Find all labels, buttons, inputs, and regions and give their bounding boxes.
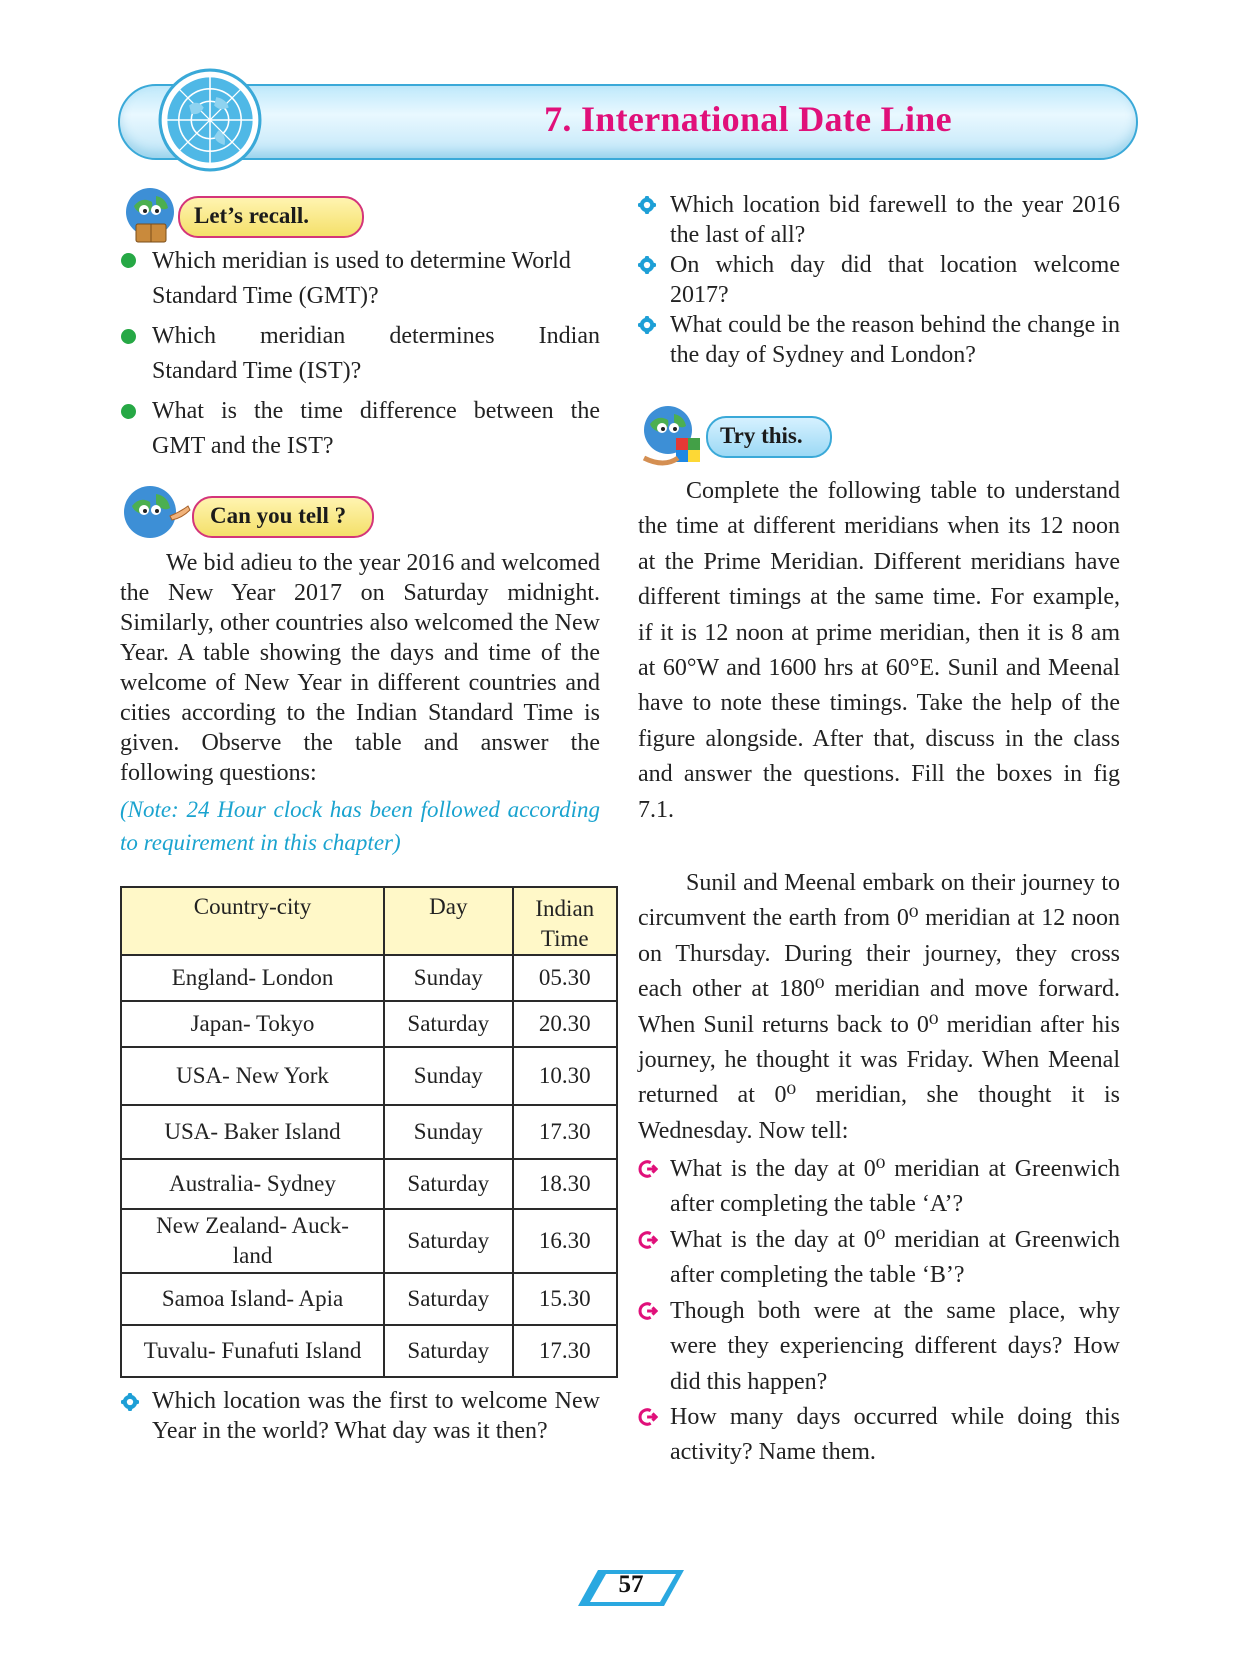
try-this-paragraph-1: Complete the following table to understand the time at different meridians when its 12 noon at the Prime Meridian. Different meridians have different timings at the same time. For example, if it is 12 noon at prime meridian, then it is 8 am at 60°W and 1600 hrs at 60°E. Sunil and Meenal have to note these timings. Take the help of the figure alongside. After that, discuss in the class and answer the questions. Fill the boxes in fig 7.1. <box>638 478 1120 823</box>
bullet-dot-icon <box>121 253 136 268</box>
table-cell: Saturday <box>384 1159 513 1209</box>
lets-recall-tag: Let’s recall. <box>178 196 364 238</box>
arrow-bullet-icon <box>638 1160 658 1178</box>
table-row <box>121 1105 617 1159</box>
try-this-tag: Try this. <box>706 416 832 458</box>
try-this-question-3: Though both were at the same place, why were they experiencing different days? How did this happen? <box>670 1298 1120 1395</box>
flower-bullet-icon <box>638 316 656 334</box>
table-row <box>121 1209 617 1273</box>
table-row <box>121 1159 617 1209</box>
table-cell: 17.30 <box>513 1325 617 1377</box>
table-cell: New Zealand- Auck-land <box>121 1209 384 1273</box>
table-cell: 16.30 <box>513 1209 617 1273</box>
column-header: Day <box>384 887 513 955</box>
arrow-bullet-icon <box>638 1408 658 1426</box>
table-cell: Sunday <box>384 1047 513 1105</box>
page-number: 57 <box>618 1571 644 1598</box>
left-question: Which location was the first to welcome New Year in the world? What day was it then? <box>152 1388 600 1444</box>
table-cell: 10.30 <box>513 1047 617 1105</box>
column-header: Indian Time <box>513 887 617 955</box>
chapter-banner <box>118 84 1138 160</box>
flower-bullet-icon <box>638 256 656 274</box>
try-this-question-4: How many days occurred while doing this activity? Name them. <box>670 1404 1120 1466</box>
recall-item-1: Which meridian is used to determine World Standard Time (GMT)? <box>152 248 571 309</box>
table-cell: Australia- Sydney <box>121 1159 384 1209</box>
table-cell: Sunday <box>384 955 513 1001</box>
globe-icon <box>158 68 262 172</box>
new-year-times-table <box>120 886 618 1378</box>
pointing-globe-icon <box>120 482 192 548</box>
table-cell: Saturday <box>384 1273 513 1325</box>
chapter-title: 7. International Date Line <box>544 99 952 139</box>
try-this-paragraph-2: Sunil and Meenal embark on their journey to circumvent the earth from 0⁰ meridian at 12 noon on Thursday. During their journey, they cross each other at 180⁰ meridian and move forward. When Sunil returns back to 0⁰ meridian after his journey, he thought it was Friday. When Meenal returned at 0⁰ meridian, she thought it is Wednesday. Now tell: <box>638 870 1120 1144</box>
recall-item-3: What is the time difference between the GMT and the IST? <box>152 398 600 459</box>
table-cell: Samoa Island- Apia <box>121 1273 384 1325</box>
note-text: (Note: 24 Hour clock has been followed according to requirement in this chapter) <box>120 797 600 855</box>
table-cell: 05.30 <box>513 955 617 1001</box>
arrow-bullet-icon <box>638 1231 658 1249</box>
table-cell: Tuvalu- Funafuti Island <box>121 1325 384 1377</box>
can-you-tell-tag: Can you tell ? <box>192 496 374 538</box>
arrow-bullet-icon <box>638 1302 658 1320</box>
table-cell: USA- New York <box>121 1047 384 1105</box>
table-cell: 18.30 <box>513 1159 617 1209</box>
puzzle-globe-icon <box>638 402 712 472</box>
column-header: Country-city <box>121 887 384 955</box>
table-row <box>121 1001 617 1047</box>
table-cell: 17.30 <box>513 1105 617 1159</box>
flower-bullet-icon <box>121 1393 139 1411</box>
flower-bullet-icon <box>638 196 656 214</box>
table-cell: 20.30 <box>513 1001 617 1047</box>
right-question-2: On which day did that location welcome 2017? <box>670 252 1120 308</box>
bullet-dot-icon <box>121 404 136 419</box>
table-cell: Sunday <box>384 1105 513 1159</box>
table-cell: Saturday <box>384 1001 513 1047</box>
bullet-dot-icon <box>121 329 136 344</box>
right-question-3: What could be the reason behind the change in the day of Sydney and London? <box>670 312 1120 368</box>
table-row <box>121 1325 617 1377</box>
table-row <box>121 1047 617 1105</box>
table-cell: USA- Baker Island <box>121 1105 384 1159</box>
table-cell: 15.30 <box>513 1273 617 1325</box>
table-cell: Saturday <box>384 1209 513 1273</box>
table-cell: Japan- Tokyo <box>121 1001 384 1047</box>
try-this-question-2: What is the day at 0⁰ meridian at Greenwich after completing the table ‘B’? <box>670 1227 1120 1289</box>
table-row <box>121 955 617 1001</box>
reading-globe-icon <box>120 184 184 250</box>
intro-paragraph: We bid adieu to the year 2016 and welcomed the New Year 2017 on Saturday midnight. Similarly, other countries also welcomed the New Year. A table showing the days and time of the welcome of New Year in different countries and cities according to the Indian Standard Time is given. Observe the table and answer the following questions: <box>120 550 600 786</box>
table-header-row <box>121 887 617 955</box>
try-this-question-1: What is the day at 0⁰ meridian at Greenwich after completing the table ‘A’? <box>670 1156 1120 1218</box>
table-cell: Saturday <box>384 1325 513 1377</box>
right-question-1: Which location bid farewell to the year 2016 the last of all? <box>670 192 1120 248</box>
table-row <box>121 1273 617 1325</box>
table-cell: England- London <box>121 955 384 1001</box>
recall-item-2: Which meridian determines Indian Standard Time (IST)? <box>152 323 600 384</box>
